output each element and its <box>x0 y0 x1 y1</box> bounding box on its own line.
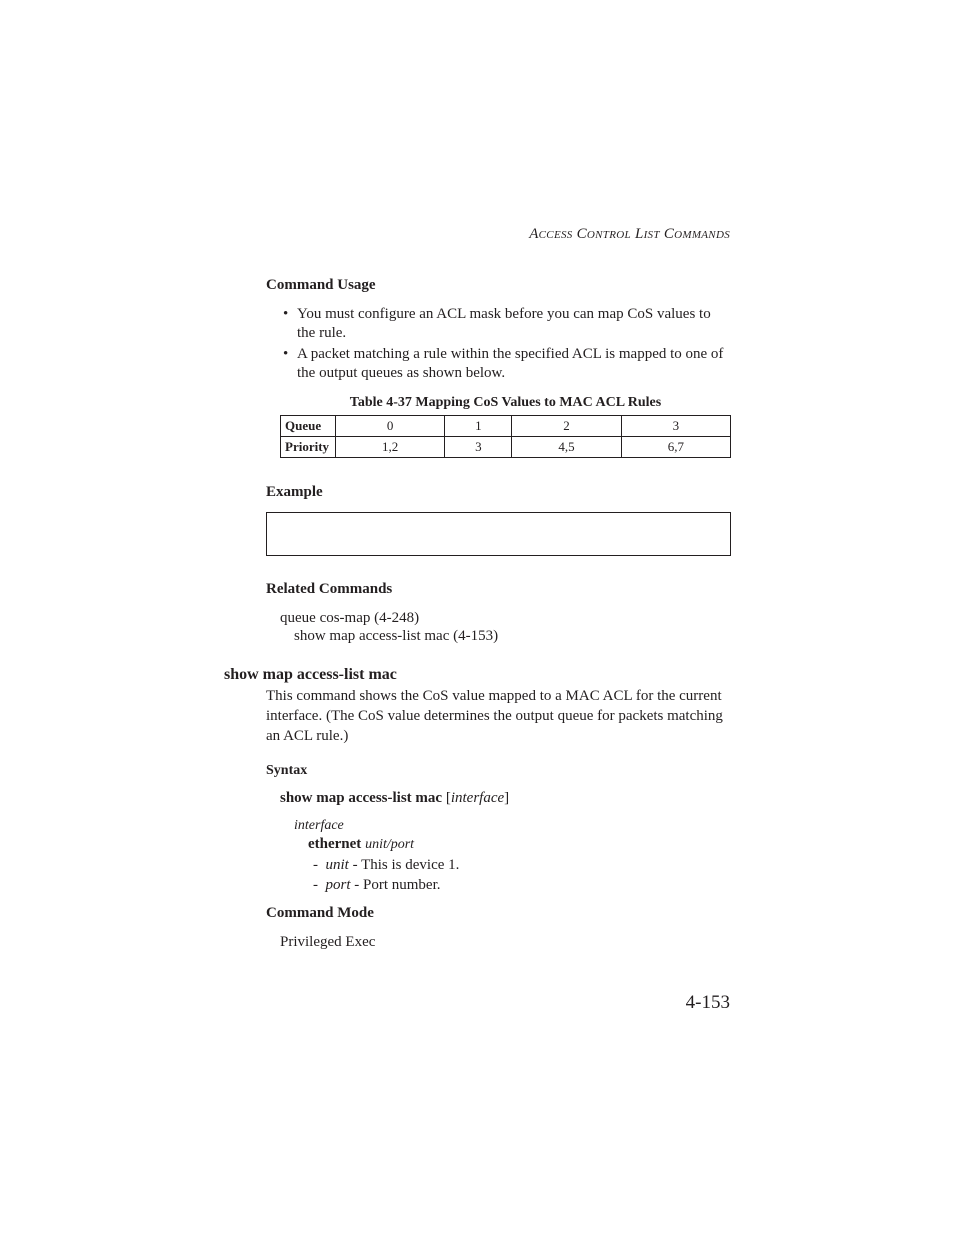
table-row <box>281 437 731 458</box>
syntax-heading: Syntax <box>266 763 308 778</box>
sub-item-port <box>313 877 441 894</box>
sub-item-dash: - <box>313 857 318 873</box>
example-heading: Example <box>266 484 323 500</box>
cos-mapping-table <box>280 415 731 458</box>
row-header-priority: Priority <box>281 437 336 458</box>
command-usage-heading: Command Usage <box>266 277 376 293</box>
sub-item-desc: - This is device 1. <box>348 857 460 873</box>
related-command-1: queue cos-map (4-248) <box>280 610 420 626</box>
param-value: unit/port <box>365 837 415 852</box>
table-caption: Table 4-37 Mapping CoS Values to MAC ACL Rules <box>349 395 662 410</box>
table-cell: 1,2 <box>336 437 445 458</box>
page-number: 4-153 <box>685 992 730 1013</box>
table-cell: 3 <box>445 437 512 458</box>
syntax-bracket-close: ] <box>504 790 510 806</box>
related-command-2: show map access-list mac (4-153) <box>294 628 499 644</box>
syntax-param: interface <box>450 790 505 806</box>
param-keyword: ethernet <box>308 836 362 852</box>
command-mode-heading: Command Mode <box>266 905 374 921</box>
bullet-marker: • <box>283 346 289 362</box>
syntax-line <box>280 790 509 807</box>
table-cell: 6,7 <box>621 437 730 458</box>
example-code-box <box>266 512 731 556</box>
sub-item-desc: - Port number. <box>350 877 441 893</box>
sub-item-unit <box>313 857 459 874</box>
sub-item-dash: - <box>313 877 318 893</box>
command-mode-value: Privileged Exec <box>280 934 376 950</box>
table-cell: 4,5 <box>512 437 621 458</box>
usage-bullet-1: You must configure an ACL mask before you can map CoS values to the rule. <box>297 306 711 341</box>
related-commands-heading: Related Commands <box>266 581 393 597</box>
sub-item-term: port <box>325 877 351 893</box>
table-row <box>281 416 731 437</box>
section-description: This command shows the CoS value mapped to a MAC ACL for the current interface. (The CoS value determines the output queue for packets matching an ACL rule.) <box>266 688 723 744</box>
syntax-command: show map access-list mac <box>280 790 443 806</box>
table-cell: 0 <box>336 416 445 437</box>
usage-bullet-2: A packet matching a rule within the specified ACL is mapped to one of the output queues as shown below. <box>297 346 724 381</box>
param-definition <box>308 836 414 853</box>
table-cell: 3 <box>621 416 730 437</box>
table-cell: 2 <box>512 416 621 437</box>
sub-item-term: unit <box>325 857 349 873</box>
row-header-queue: Queue <box>281 416 336 437</box>
running-head: Access Control List Commands <box>529 226 730 242</box>
param-name: interface <box>294 818 344 833</box>
table-cell: 1 <box>445 416 512 437</box>
section-title: show map access-list mac <box>224 666 397 683</box>
bullet-marker: • <box>283 306 289 322</box>
syntax-bracket-open: [ <box>442 790 451 806</box>
